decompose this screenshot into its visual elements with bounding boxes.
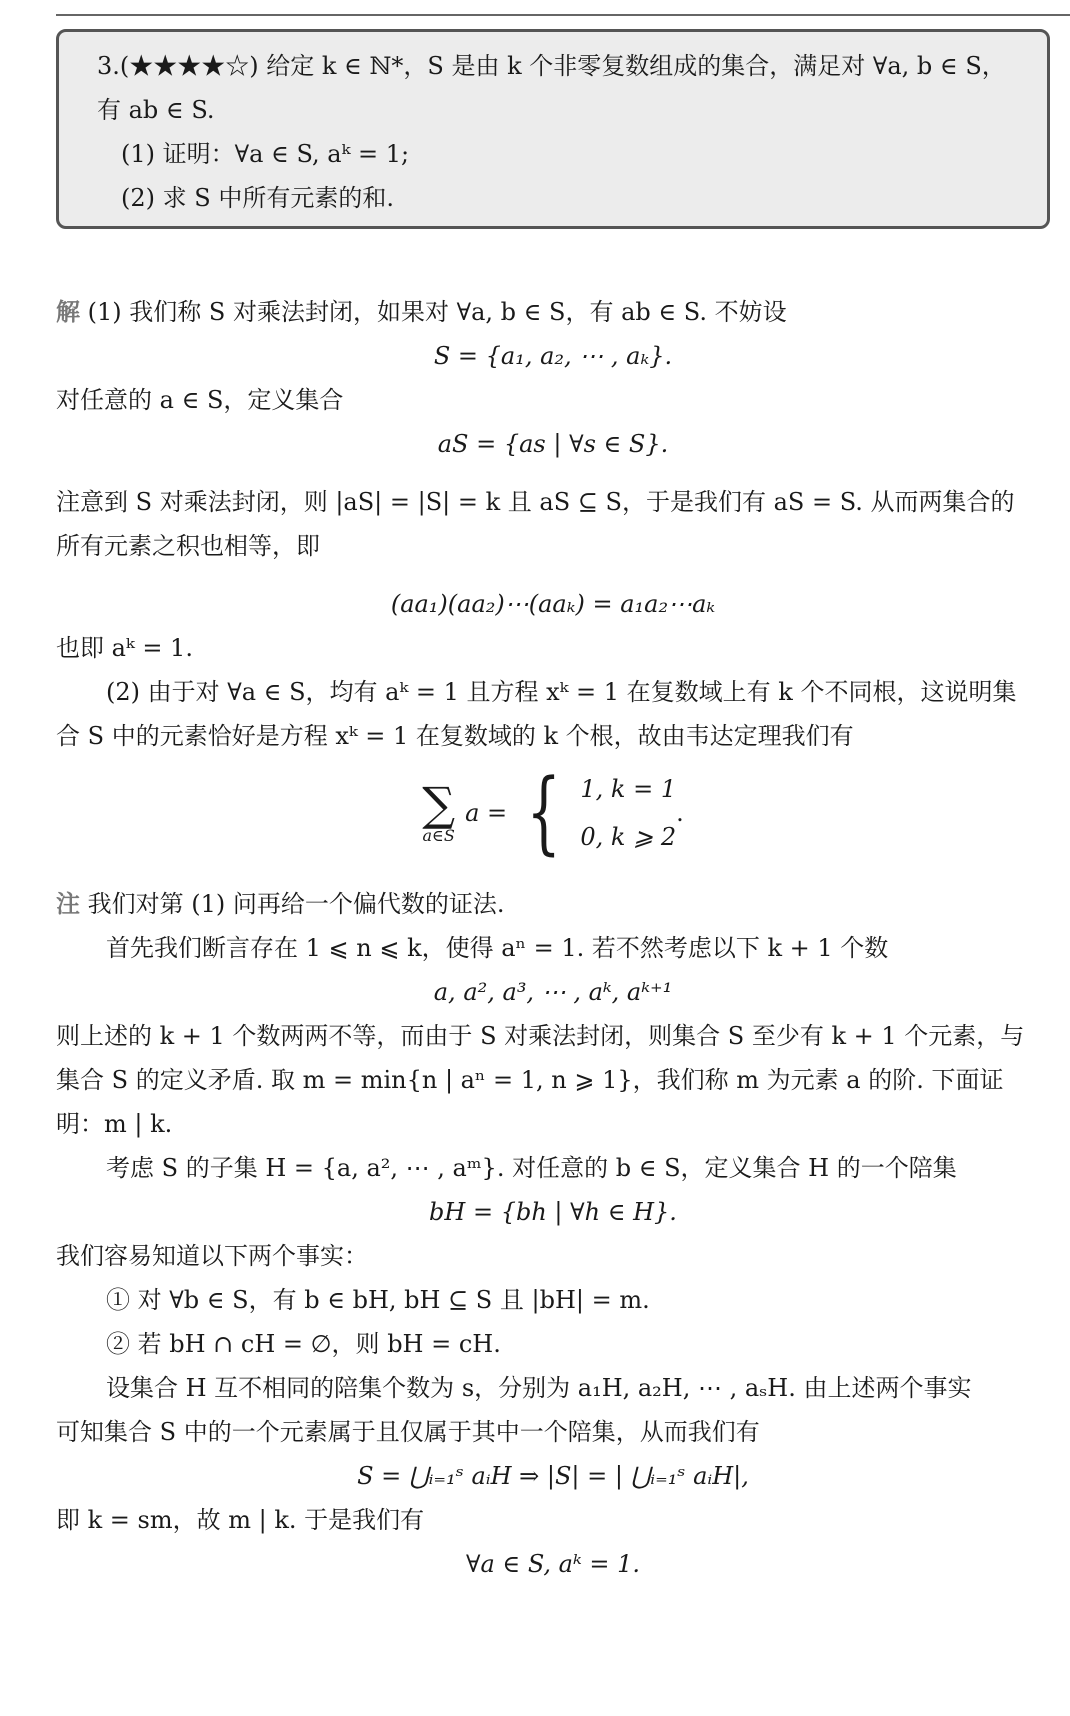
remark-line-3: 集合 S 的定义矛盾. 取 m = min{n | aⁿ = 1, n ⩾ 1}，我们称 m 为元素 a 的阶. 下面证 <box>56 1066 1004 1094</box>
remark-line-4: 明：m | k. <box>56 1110 173 1138</box>
solution-intro <box>56 290 1050 334</box>
equation-7: ∀a ∈ S, aᵏ = 1. <box>466 1550 640 1578</box>
fact-2: ② 若 bH ∩ cH = ∅，则 bH = cH. <box>106 1330 501 1358</box>
fact-1: ① 对 ∀b ∈ S，有 b ∈ bH, bH ⊆ S 且 |bH| = m. <box>106 1286 650 1314</box>
sigma: ∑ <box>422 777 456 831</box>
equation-1: S = {a₁, a₂, ⋯ , aₖ}. <box>433 342 673 370</box>
problem-box <box>56 29 1050 229</box>
equation-4: a, a², a³, ⋯ , aᵏ, aᵏ⁺¹ <box>433 978 673 1006</box>
note-line-1: 注意到 S 对乘法封闭，则 |aS| = |S| = k 且 aS ⊆ S，于是我们有 aS = S. 从而两集合的 <box>56 488 1015 516</box>
conclude-1: 也即 aᵏ = 1. <box>56 634 193 662</box>
left-brace: { <box>526 760 561 865</box>
problem-part-1: (1) 证明：∀a ∈ S, aᵏ = 1; <box>121 140 410 168</box>
remark-line-2: 则上述的 k + 1 个数两两不等，而由于 S 对乘法封闭，则集合 S 至少有 k + 1 个元素，与 <box>56 1022 1025 1050</box>
problem-part-2: (2) 求 S 中所有元素的和. <box>121 184 394 212</box>
solution-label: 解 <box>56 297 80 326</box>
sum-symbol <box>422 777 456 845</box>
case-2: 0, k ⩾ 2 <box>580 823 677 851</box>
problem-line-1: 3.(★★★★☆) 给定 k ∈ ℕ*，S 是由 k 个非零复数组成的集合，满足对 ∀a, b ∈ S， <box>97 52 1006 80</box>
case-1: 1, k = 1 <box>580 775 677 803</box>
part2-line-b: 合 S 中的元素恰好是方程 xᵏ = 1 在复数域的 k 个根，故由韦达定理我们有 <box>56 722 854 750</box>
equation-6: S = ⋃ᵢ₌₁ˢ aᵢH ⇒ |S| = | ⋃ᵢ₌₁ˢ aᵢH|, <box>357 1462 749 1490</box>
remark-intro-text: 我们对第 (1) 问再给一个偏代数的证法. <box>80 890 505 918</box>
solution-intro-text: (1) 我们称 S 对乘法封闭，如果对 ∀a, b ∈ S，有 ab ∈ S. 不妨设 <box>80 298 787 326</box>
case-end: . <box>676 799 684 827</box>
note-line-2: 所有元素之积也相等，即 <box>56 532 320 560</box>
equation-2: aS = {as | ∀s ∈ S}. <box>437 430 669 458</box>
remark-line-5: 考虑 S 的子集 H = {a, a², ⋯ , aᵐ}. 对任意的 b ∈ S，定义集合 H 的一个陪集 <box>106 1154 957 1182</box>
remark-line-9: 即 k = sm，故 m | k. 于是我们有 <box>56 1506 425 1534</box>
sum-cases-formula <box>56 758 1050 868</box>
define-text: 对任意的 a ∈ S，定义集合 <box>56 386 344 414</box>
equation-5: bH = {bh | ∀h ∈ H}. <box>429 1198 677 1226</box>
remark-intro <box>56 882 1050 926</box>
remark-line-8: 可知集合 S 中的一个元素属于且仅属于其中一个陪集，从而我们有 <box>56 1418 760 1446</box>
remark-line-7: 设集合 H 互不相同的陪集个数为 s，分别为 a₁H, a₂H, ⋯ , aₛH. 由上述两个事实 <box>106 1374 972 1402</box>
cases <box>580 765 676 861</box>
remark-label: 注 <box>56 889 80 918</box>
remark-line-6: 我们容易知道以下两个事实： <box>56 1242 368 1270</box>
sigma-subscript: a∈S <box>422 826 455 845</box>
top-rule <box>56 14 1070 16</box>
problem-line-2: 有 ab ∈ S. <box>97 96 215 124</box>
equation-3: (aa₁)(aa₂)⋯(aaₖ) = a₁a₂⋯aₖ <box>390 590 716 618</box>
remark-line-1: 首先我们断言存在 1 ⩽ n ⩽ k，使得 aⁿ = 1. 若不然考虑以下 k + 1 个数 <box>106 934 889 962</box>
sum-variable: a = <box>465 799 508 827</box>
solution-content <box>56 290 1050 1586</box>
part2-line-a: (2) 由于对 ∀a ∈ S，均有 aᵏ = 1 且方程 xᵏ = 1 在复数域上有 k 个不同根，这说明集 <box>106 678 1017 706</box>
